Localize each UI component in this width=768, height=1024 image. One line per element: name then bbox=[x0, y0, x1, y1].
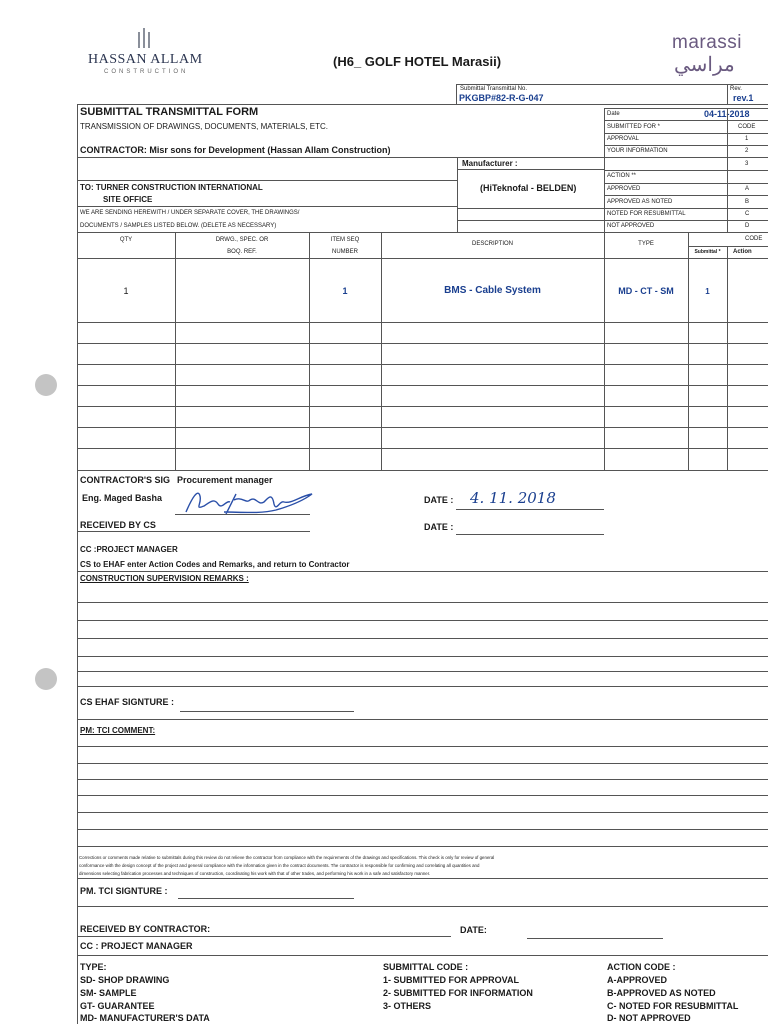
cc-project-manager: CC :PROJECT MANAGER bbox=[80, 545, 178, 554]
form-title: SUBMITTAL TRANSMITTAL FORM bbox=[80, 106, 259, 118]
rev-label: Rev. bbox=[730, 86, 742, 92]
action-label: ACTION ** bbox=[607, 173, 637, 179]
contractor-line: CONTRACTOR: Misr sons for Development (Hassan Allam Construction) bbox=[80, 145, 391, 155]
not-approved-label: NOT APPROVED bbox=[607, 223, 655, 229]
header-qty: QTY bbox=[119, 237, 133, 243]
approval-label: APPROVAL bbox=[607, 136, 639, 142]
project-title: (H6_ GOLF HOTEL Marasii) bbox=[333, 54, 502, 69]
cell-qty: 1 bbox=[123, 286, 129, 296]
header-drwg-1: DRWG., SPEC. OR bbox=[215, 237, 269, 243]
noted-resubmittal-code: C bbox=[745, 211, 750, 217]
to-line-2: SITE OFFICE bbox=[103, 195, 153, 204]
sig-date-label: DATE : bbox=[424, 495, 454, 505]
cell-submittal: 1 bbox=[705, 287, 710, 296]
submittal-3: 3- OTHERS bbox=[383, 1001, 432, 1011]
action-a: A-APPROVED bbox=[607, 975, 668, 985]
manufacturer-value: (HiTeknofal - BELDEN) bbox=[480, 183, 577, 193]
type-sd: SD- SHOP DRAWING bbox=[80, 975, 170, 985]
submitted-for-label: SUBMITTED FOR * bbox=[607, 124, 661, 130]
sending-line-2: DOCUMENTS / SAMPLES LISTED BELOW. (DELETE AS NECESSARY) bbox=[80, 223, 277, 229]
date-label: Date bbox=[607, 111, 620, 117]
header-description: DESCRIPTION bbox=[471, 241, 513, 247]
punch-hole-top bbox=[35, 374, 57, 396]
blank-code: 3 bbox=[745, 161, 749, 167]
sending-line-1: WE ARE SENDING HEREWITH / UNDER SEPARATE COVER, THE DRAWINGS/ bbox=[80, 210, 300, 216]
type-gt: GT- GUARANTEE bbox=[80, 1001, 155, 1011]
disclaimer-2: conformance with the design concept of the project and general compliance with the information given in the contract documents. The contractor is responsible for confirming and correlating all quantities and bbox=[79, 863, 480, 868]
transmittal-no-value: PKGBP#82-R-G-047 bbox=[459, 93, 544, 103]
disclaimer-3: dimensions selecting fabrication processes and techniques of construction, coordinating his work with that of other trades, and performing his work in a safe and satisfactory manner. bbox=[79, 871, 431, 876]
pm-comment-label: PM: TCI COMMENT: bbox=[80, 726, 156, 735]
approved-label: APPROVED bbox=[607, 186, 641, 192]
action-c: C- NOTED FOR RESUBMITTAL bbox=[607, 1001, 739, 1011]
signer-role: Procurement manager bbox=[177, 475, 273, 485]
not-approved-code: D bbox=[745, 223, 750, 229]
cell-item: 1 bbox=[342, 286, 348, 296]
disclaimer-1: Corrections or comments made relative to submittals during this review do not relieve the contractor from compliance with the requirements of the drawings and specifications. This check is only for review of general bbox=[79, 855, 495, 860]
cs-note: CS to EHAF enter Action Codes and Remarks, and return to Contractor bbox=[80, 560, 350, 569]
company-name: HASSAN ALLAM bbox=[88, 52, 203, 67]
transmittal-no-label: Submittal Transmittal No. bbox=[460, 86, 528, 92]
cs-remarks-label: CONSTRUCTION SUPERVISION REMARKS : bbox=[80, 574, 249, 583]
header-item-1: ITEM SEQ bbox=[330, 237, 360, 243]
approved-as-noted-code: B bbox=[745, 199, 750, 205]
submittal-1: 1- SUBMITTED FOR APPROVAL bbox=[383, 975, 520, 985]
action-b: B-APPROVED AS NOTED bbox=[607, 988, 716, 998]
received-by-contractor: RECEIVED BY CONTRACTOR: bbox=[80, 924, 211, 934]
submittal-title: SUBMITTAL CODE : bbox=[383, 962, 469, 972]
contractor-date-label: DATE: bbox=[460, 925, 487, 935]
action-d: D- NOT APPROVED bbox=[607, 1013, 691, 1023]
cc-project-manager-2: CC : PROJECT MANAGER bbox=[80, 941, 193, 951]
signer-name: Eng. Maged Basha bbox=[82, 493, 163, 503]
brand-arabic: مراسي bbox=[674, 54, 735, 76]
noted-resubmittal-label: NOTED FOR RESUBMITTAL bbox=[607, 211, 686, 217]
header-type: TYPE bbox=[638, 241, 654, 247]
cs-ehaf-signature: CS EHAF SIGNTURE : bbox=[80, 697, 175, 707]
received-by-cs: RECEIVED BY CS bbox=[80, 520, 156, 530]
approved-code: A bbox=[745, 186, 750, 192]
approved-as-noted-label: APPROVED AS NOTED bbox=[607, 199, 673, 205]
type-md: MD- MANUFACTURER'S DATA bbox=[80, 1013, 210, 1023]
your-information-label: YOUR INFORMATION bbox=[607, 148, 668, 154]
date-value: 04-11-2018 bbox=[704, 109, 750, 119]
logo-mark-icon bbox=[136, 28, 152, 50]
manufacturer-label: Manufacturer : bbox=[462, 159, 518, 168]
company-sub: CONSTRUCTION bbox=[104, 69, 189, 75]
received-date-label: DATE : bbox=[424, 522, 454, 532]
hassan-allam-logo bbox=[88, 28, 203, 78]
to-line-1: TO: TURNER CONSTRUCTION INTERNATIONAL bbox=[80, 183, 263, 192]
header-action: Action bbox=[733, 249, 752, 255]
type-title: TYPE: bbox=[80, 962, 107, 972]
approval-code: 1 bbox=[745, 136, 749, 142]
header-drwg-2: BOQ. REF. bbox=[227, 249, 257, 255]
marassi-logo bbox=[668, 32, 768, 82]
contractor-sig-label: CONTRACTOR'S SIG bbox=[80, 475, 170, 485]
punch-hole-bottom bbox=[35, 668, 57, 690]
cell-type: MD - CT - SM bbox=[618, 286, 674, 296]
header-code: CODE bbox=[745, 236, 763, 242]
action-title: ACTION CODE : bbox=[607, 962, 676, 972]
sig-date-value: 4. 11. 2018 bbox=[470, 489, 556, 507]
form-subtitle: TRANSMISSION OF DRAWINGS, DOCUMENTS, MATERIALS, ETC. bbox=[80, 122, 329, 131]
rev-value: rev.1 bbox=[733, 93, 754, 103]
brand-latin: marassi bbox=[672, 32, 743, 53]
header-submittal: Submittal * bbox=[694, 249, 721, 255]
your-information-code: 2 bbox=[745, 148, 749, 154]
type-sm: SM- SAMPLE bbox=[80, 988, 137, 998]
pm-signature-label: PM. TCI SIGNTURE : bbox=[80, 886, 168, 896]
cell-description: BMS - Cable System bbox=[444, 285, 541, 296]
code-label: CODE bbox=[738, 124, 756, 130]
submittal-2: 2- SUBMITTED FOR INFORMATION bbox=[383, 988, 533, 998]
header-item-2: NUMBER bbox=[331, 249, 358, 255]
